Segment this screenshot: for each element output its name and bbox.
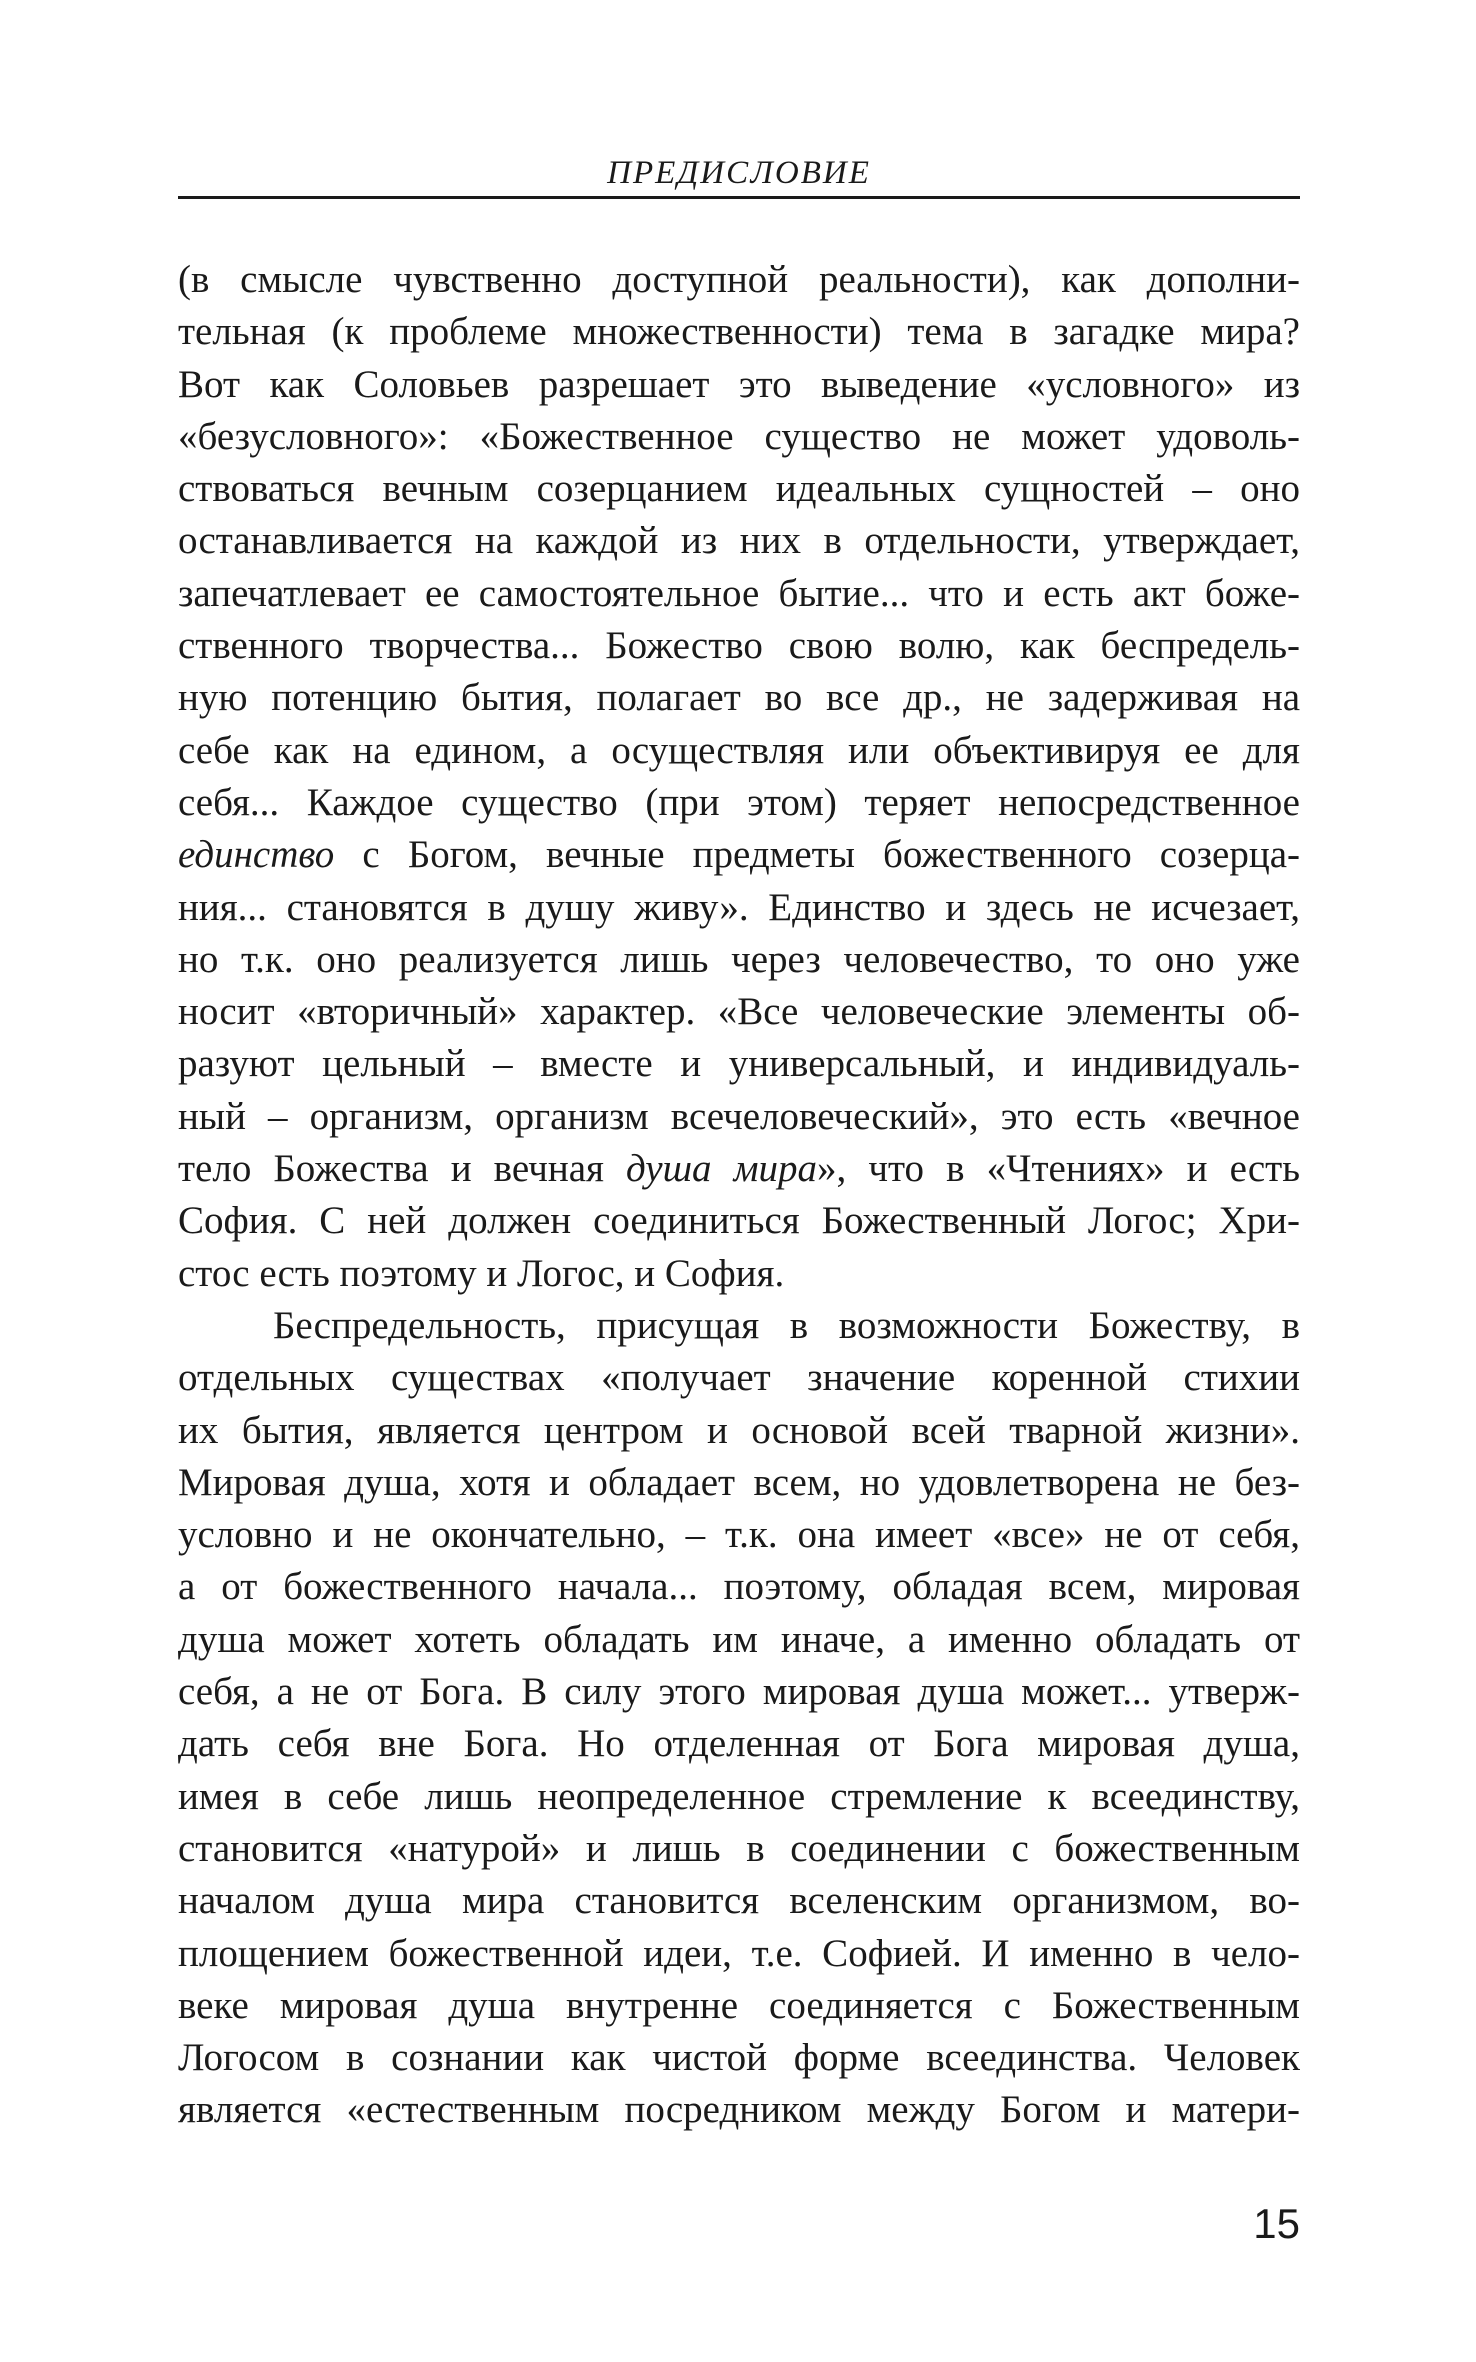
text-segment: имея в себе лишь неопределенное стремление к всеединству, (178, 1774, 1300, 1818)
text-line (178, 672, 1300, 724)
text-line (178, 254, 1300, 306)
text-segment: Мировая душа, хотя и обладает всем, но удовлетворена не без- (178, 1460, 1300, 1504)
text-segment: веке мировая душа внутренне соединяется с Божественным (178, 1983, 1300, 2027)
text-segment: запечатлевает ее самостоятельное бытие... что и есть акт боже- (178, 571, 1300, 615)
page-number: 15 (1253, 2200, 1300, 2247)
text-segment: ния... становятся в душу живу». Единство и здесь не исчезает, (178, 885, 1300, 929)
text-segment: ственного творчества... Божество свою волю, как беспредель- (178, 624, 1300, 668)
text-line (178, 725, 1300, 777)
text-segment: тельная (к проблеме множественности) тема в загадке мира? (178, 310, 1300, 354)
text-segment: с Богом, вечные предметы божественного созерца- (334, 833, 1300, 877)
text-line (178, 1823, 1300, 1875)
text-segment: отдельных существах «получает значение коренной стихии (178, 1356, 1300, 1400)
text-segment: является «естественным посредником между Богом и матери- (178, 2088, 1300, 2132)
text-segment: себя... Каждое существо (при этом) теряет непосредственное (178, 780, 1300, 824)
text-segment: стос есть поэтому и Логос, и София. (178, 1251, 785, 1295)
text-segment: душа может хотеть обладать им иначе, а именно обладать от (178, 1617, 1300, 1661)
text-line (178, 1248, 1300, 1300)
text-segment: дать себя вне Бога. Но отделенная от Бога мировая душа, (178, 1722, 1300, 1766)
text-segment: «безусловного»: «Божественное существо не может удоволь- (178, 414, 1300, 458)
text-segment: их бытия, является центром и основой всей тварной жизни». (178, 1408, 1300, 1452)
body-text (178, 254, 1300, 2137)
text-line (178, 2084, 1300, 2136)
text-segment: но т.к. оно реализуется лишь через человечество, то оно уже (178, 937, 1300, 981)
text-line (178, 1457, 1300, 1509)
text-segment: себе как на едином, а осуществляя или объективируя ее для (178, 728, 1300, 772)
text-line (178, 515, 1300, 567)
text-segment: условно и не окончательно, – т.к. она имеет «все» не от себя, (178, 1513, 1300, 1557)
text-line (178, 568, 1300, 620)
text-segment: », что в «Чтениях» и есть (817, 1147, 1300, 1191)
text-segment: а от божественного начала... поэтому, обладая всем, мировая (178, 1565, 1300, 1609)
text-line (178, 934, 1300, 986)
text-line (178, 1195, 1300, 1247)
text-segment: Логосом в сознании как чистой форме всеединства. Человек (178, 2036, 1300, 2080)
text-segment: разуют цельный – вместе и универсальный, и индивидуаль- (178, 1042, 1300, 1086)
text-line (178, 1509, 1300, 1561)
text-line (178, 1771, 1300, 1823)
text-line (178, 777, 1300, 829)
text-segment: ную потенцию бытия, полагает во все др., не задерживая на (178, 676, 1300, 720)
text-line (178, 1614, 1300, 1666)
text-segment: становится «натурой» и лишь в соединении с божественным (178, 1826, 1300, 1870)
text-line (178, 1980, 1300, 2032)
text-line (178, 1143, 1300, 1195)
text-line (178, 1091, 1300, 1143)
text-segment: носит «вторичный» характер. «Все человеческие элементы об- (178, 990, 1300, 1034)
text-line (178, 882, 1300, 934)
text-segment: тело Божества и вечная (178, 1147, 627, 1191)
text-line (178, 986, 1300, 1038)
text-segment: (в смысле чувственно доступной реальности), как дополни- (178, 258, 1300, 301)
text-line (178, 620, 1300, 672)
text-line (178, 1928, 1300, 1980)
text-line (178, 1300, 1300, 1352)
text-segment: Вот как Соловьев разрешает это выведение «условного» из (178, 362, 1300, 406)
text-line (178, 829, 1300, 881)
text-segment: ный – организм, организм всечеловеческий», это есть «вечное (178, 1094, 1300, 1138)
text-line (178, 2032, 1300, 2084)
text-line (178, 1718, 1300, 1770)
text-segment: София. С ней должен соединиться Божественный Логос; Хри- (178, 1199, 1300, 1243)
text-segment: останавливается на каждой из них в отдельности, утверждает, (178, 519, 1300, 563)
text-segment: площением божественной идеи, т.е. Софией. И именно в чело- (178, 1931, 1300, 1975)
text-line (178, 1405, 1300, 1457)
text-line (178, 1561, 1300, 1613)
text-line (178, 1352, 1300, 1404)
text-segment: себя, а не от Бога. В силу этого мировая душа может... утверж- (178, 1670, 1300, 1714)
text-line (178, 1038, 1300, 1090)
text-segment: Беспредельность, присущая в возможности Божеству, в (273, 1303, 1300, 1347)
text-line (178, 1666, 1300, 1718)
text-segment: ствоваться вечным созерцанием идеальных сущностей – оно (178, 467, 1300, 511)
text-line (178, 411, 1300, 463)
text-line (178, 1875, 1300, 1927)
text-line (178, 359, 1300, 411)
italic-text: душа мира (626, 1147, 818, 1191)
text-segment: началом душа мира становится вселенским организмом, во- (178, 1879, 1300, 1923)
running-head: ПРЕДИСЛОВИЕ (178, 150, 1300, 199)
italic-text: единство (178, 833, 335, 877)
text-line (178, 306, 1300, 358)
text-line (178, 463, 1300, 515)
